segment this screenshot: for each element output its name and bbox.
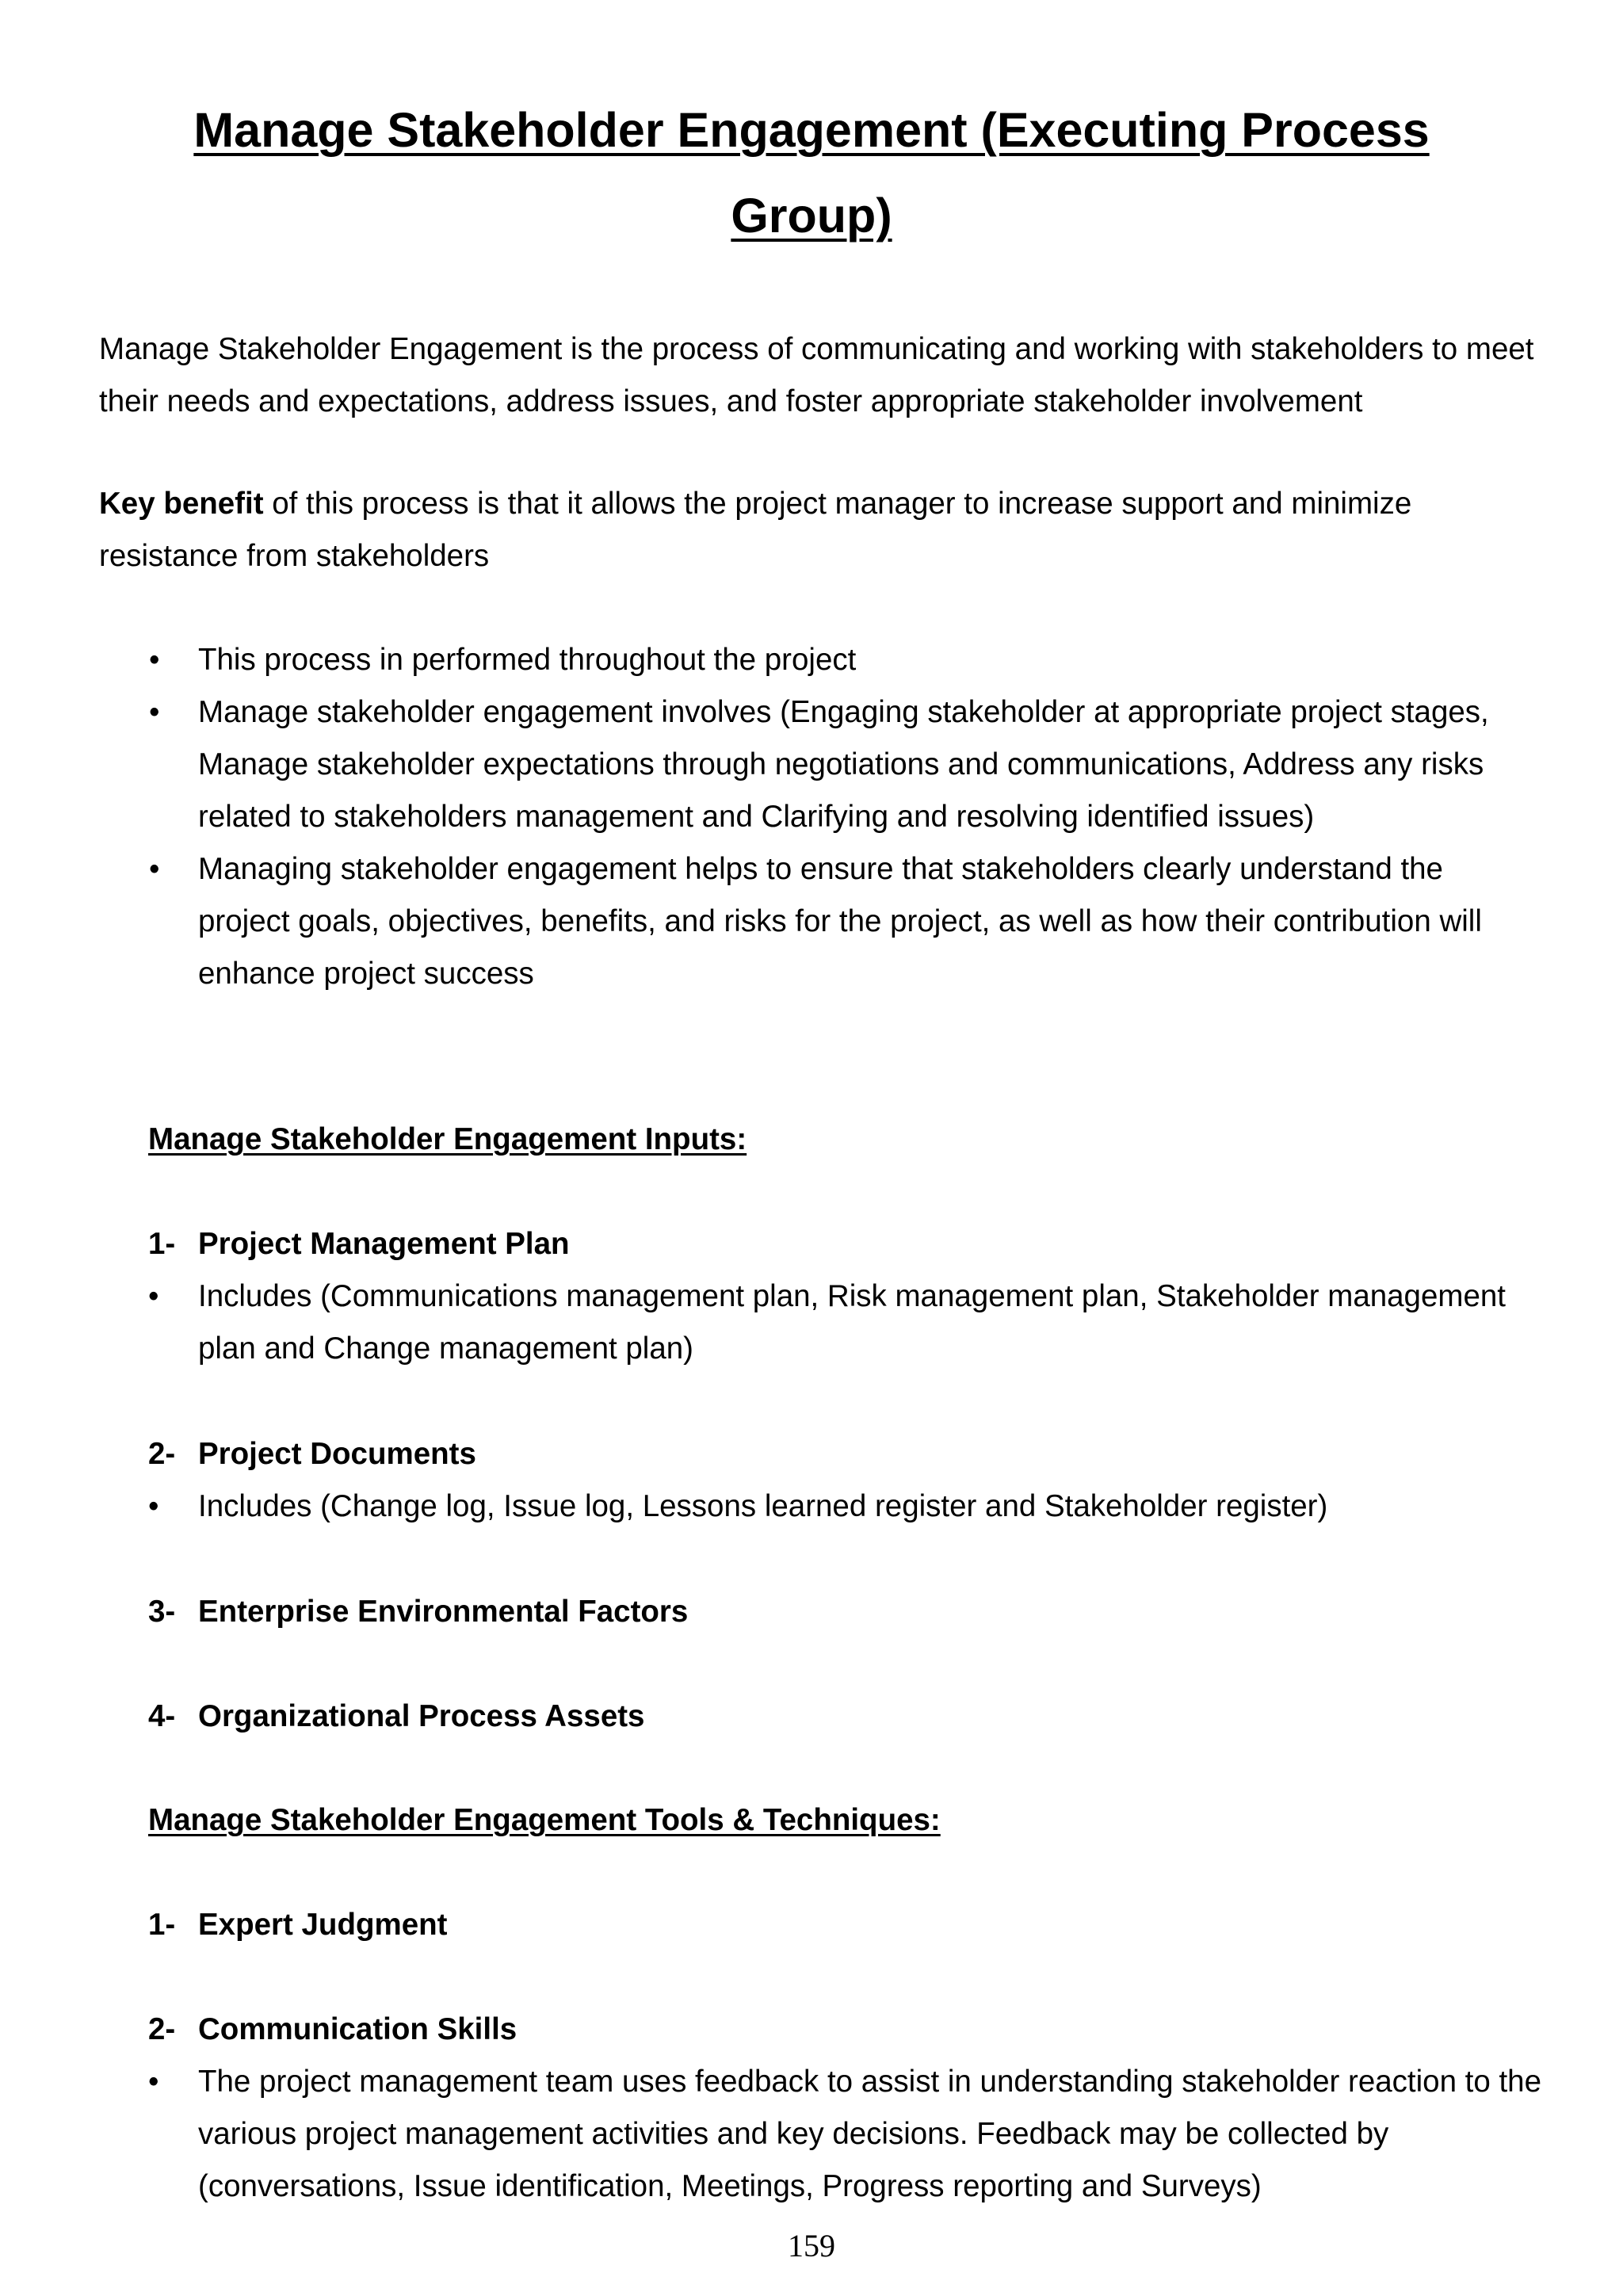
item-title: Project Management Plan <box>198 1227 570 1261</box>
item-detail: Includes (Communications management plan, Risk management plan, Stakeholder management plan and Change management plan) <box>198 1279 1506 1366</box>
bullet-icon: • <box>149 852 160 886</box>
item-number: 3- <box>148 1595 176 1629</box>
key-benefit-text: of this process is that it allows the project manager to increase support and minimize resistance from stakeholders <box>99 487 1412 573</box>
item-title: Project Documents <box>198 1437 476 1471</box>
tool-item-1 <box>148 1899 1543 1951</box>
tools-section <box>148 1794 1543 1847</box>
inputs-heading: Manage Stakeholder Engagement Inputs: <box>148 1122 747 1156</box>
item-number: 1- <box>148 1227 176 1261</box>
list-item <box>99 634 1541 686</box>
bullet-icon: • <box>149 695 160 729</box>
tool-item-2 <box>148 2004 1543 2213</box>
input-item-3 <box>148 1586 1543 1638</box>
input-item-1 <box>148 1218 1543 1375</box>
key-benefit-paragraph <box>99 478 1541 583</box>
item-number: 1- <box>148 1908 176 1942</box>
item-detail: The project management team uses feedback to assist in understanding stakeholder reaction to the various project management activities and key decisions. Feedback may be collected by (conversations, Issue identification, Meetings, Progress reporting and Surveys) <box>198 2065 1541 2203</box>
input-item-4 <box>148 1690 1543 1743</box>
item-detail: Includes (Change log, Issue log, Lessons learned register and Stakeholder register) <box>198 1489 1328 1523</box>
bullet-text: Managing stakeholder engagement helps to ensure that stakeholders clearly understand the project goals, objectives, benefits, and risks for the project, as well as how their contribution will enhance project success <box>198 852 1482 991</box>
overview-bullet-list <box>99 634 1541 1000</box>
intro-paragraph: Manage Stakeholder Engagement is the process of communicating and working with stakeholders to meet their needs and expectations, address issues, and foster appropriate stakeholder involvement <box>99 332 1534 418</box>
page-number: 159 <box>788 2228 835 2264</box>
item-number: 4- <box>148 1699 176 1733</box>
item-title: Expert Judgment <box>198 1908 448 1942</box>
page-title: Manage Stakeholder Engagement (Executing Process Group) <box>193 103 1430 243</box>
bullet-icon: • <box>148 2065 159 2099</box>
input-item-2 <box>148 1428 1543 1533</box>
list-item <box>99 843 1541 1000</box>
item-title: Enterprise Environmental Factors <box>198 1595 689 1629</box>
bullet-icon: • <box>148 1489 159 1523</box>
bullet-icon: • <box>149 643 160 677</box>
item-number: 2- <box>148 1437 176 1471</box>
item-title: Organizational Process Assets <box>198 1699 645 1733</box>
inputs-section <box>148 1114 1543 1166</box>
tools-heading: Manage Stakeholder Engagement Tools & Techniques: <box>148 1803 941 1837</box>
item-number: 2- <box>148 2012 176 2046</box>
bullet-text: Manage stakeholder engagement involves (Engaging stakeholder at appropriate project stages, Manage stakeholder expectations through negotiations and communications, Address any risks related to stakeholders management and Clarifying and resolving identified issues) <box>198 695 1489 834</box>
bullet-text: This process in performed throughout the project <box>198 643 857 677</box>
bullet-icon: • <box>148 1279 159 1313</box>
key-benefit-label: Key benefit <box>99 487 264 521</box>
item-title: Communication Skills <box>198 2012 517 2046</box>
list-item <box>99 686 1541 843</box>
